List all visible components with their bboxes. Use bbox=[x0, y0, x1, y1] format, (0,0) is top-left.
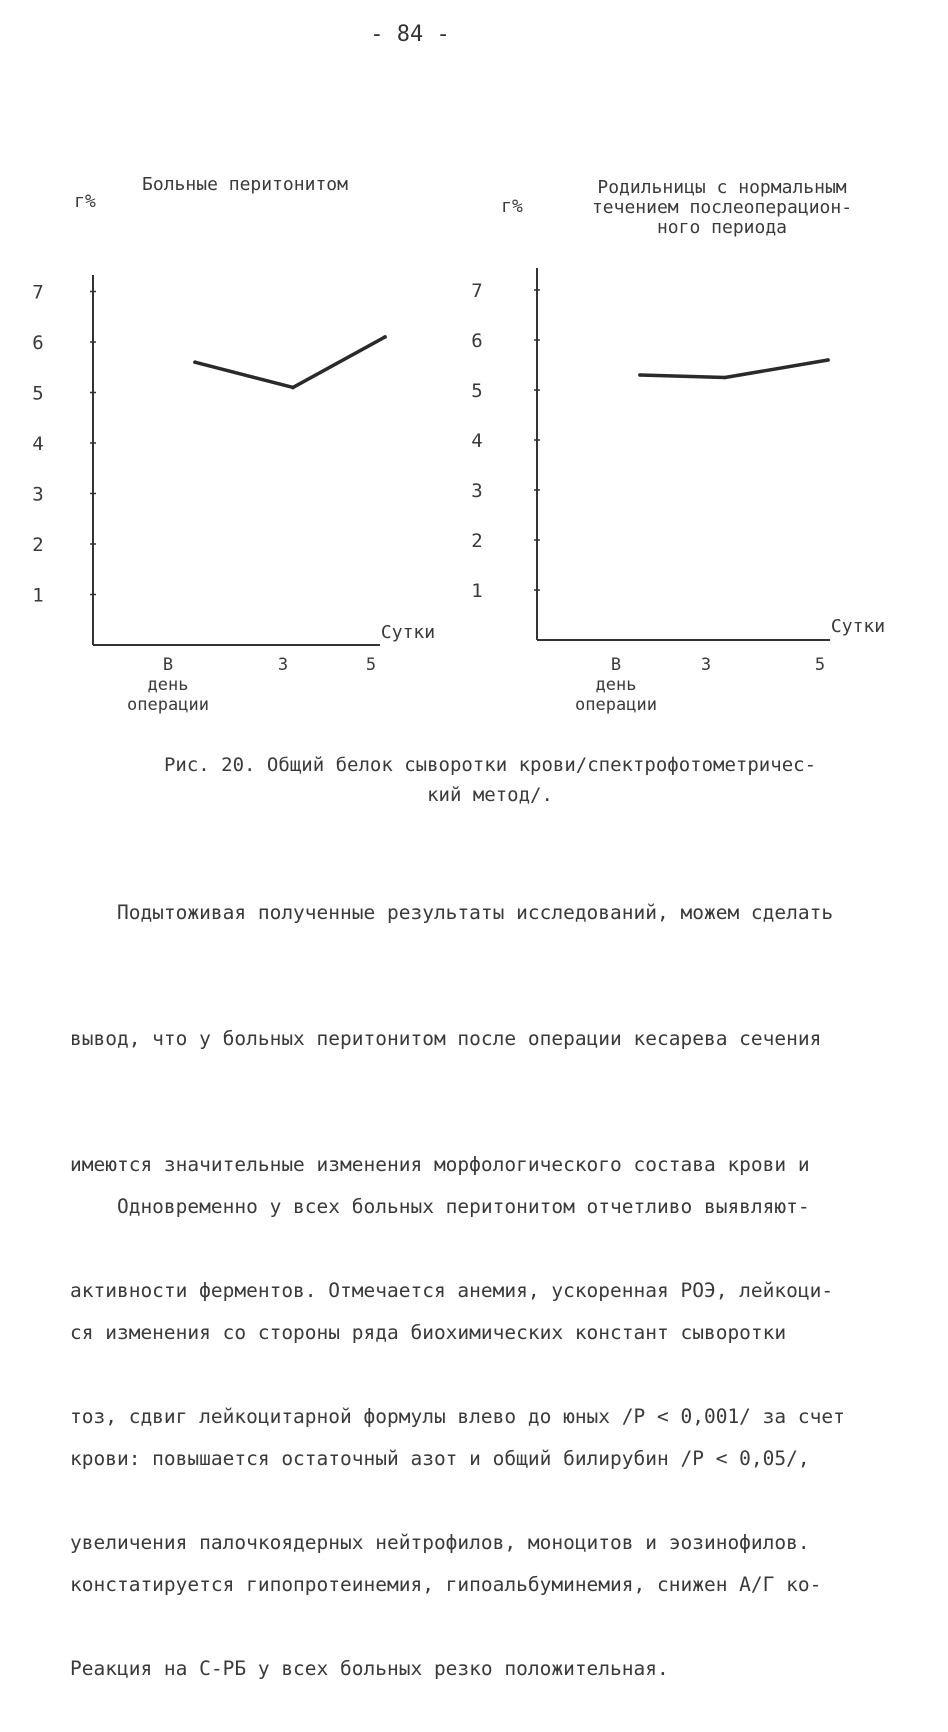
series-line bbox=[640, 360, 828, 378]
paragraph-1-line: Подытоживая полученные результаты исследований, можем сделать bbox=[70, 901, 834, 924]
x-tick-label: В bbox=[610, 655, 622, 675]
figure-caption bbox=[110, 750, 870, 810]
y-tick-label: 2 bbox=[32, 534, 44, 556]
x-tick-label: операции bbox=[127, 695, 209, 715]
paragraph-1-line: имеются значительные изменения морфологического состава крови и bbox=[70, 1153, 810, 1176]
y-tick-label: 4 bbox=[32, 433, 44, 455]
data-point bbox=[723, 376, 727, 380]
x-axis-label: Сутки bbox=[830, 616, 886, 637]
x-tick-label: 5 bbox=[365, 655, 377, 675]
paragraph-2 bbox=[70, 1102, 920, 1648]
y-axis-label: г% bbox=[74, 191, 96, 212]
paragraph-2-line: ся изменения со стороны ряда биохимических констант сыворотки bbox=[70, 1321, 787, 1344]
chart-normal-postoperative bbox=[0, 0, 948, 740]
x-tick-label: 5 bbox=[814, 655, 826, 675]
y-tick-label: 6 bbox=[471, 330, 483, 352]
x-axis-label: Сутки bbox=[380, 622, 436, 643]
x-tick-label: В bbox=[162, 655, 174, 675]
y-tick-label: 1 bbox=[471, 580, 483, 602]
y-tick-label: 7 bbox=[32, 281, 44, 304]
chart-title-line: течением послеоперацион- bbox=[591, 197, 853, 218]
paragraph-2-line: крови: повышается остаточный азот и общий билирубин /Р < 0,05/, bbox=[70, 1447, 810, 1470]
y-tick-label: 2 bbox=[471, 530, 483, 552]
paragraph-1-line: вывод, что у больных перитонитом после операции кесарева сечения bbox=[70, 1027, 822, 1050]
y-tick-label: 6 bbox=[32, 332, 44, 354]
page-number: - 84 - bbox=[370, 22, 450, 47]
paragraph-1-line: Реакция на С-РБ у всех больных резко положительная. bbox=[70, 1657, 669, 1680]
paragraph-2-line: констатируется гипопротеинемия, гипоальбуминемия, снижен А/Г ко- bbox=[70, 1573, 822, 1596]
x-tick-label: операции bbox=[575, 695, 657, 715]
x-tick-label: 3 bbox=[277, 655, 289, 675]
paragraph-2-line: Одновременно у всех больных перитонитом отчетливо выявляют- bbox=[70, 1195, 810, 1218]
caption-line-1: Рис. 20. Общий белок сыворотки крови/спектрофотометричес- bbox=[163, 754, 817, 776]
x-tick-label: день bbox=[595, 675, 637, 695]
x-tick-label: 3 bbox=[700, 655, 712, 675]
chart-title-line: ного периода bbox=[656, 217, 788, 238]
y-tick-label: 1 bbox=[32, 584, 44, 607]
x-tick-label: день bbox=[147, 675, 189, 695]
y-axis-label: г% bbox=[501, 196, 523, 217]
data-point bbox=[826, 358, 830, 362]
paragraph-1-line: активности ферментов. Отмечается анемия, ускоренная РОЭ, лейкоци- bbox=[70, 1279, 834, 1302]
chart-title: Больные перитонитом bbox=[142, 174, 348, 195]
chart-title-line: Родильницы с нормальным bbox=[597, 177, 847, 198]
y-tick-label: 3 bbox=[32, 483, 44, 506]
y-tick-label: 3 bbox=[471, 480, 483, 502]
y-tick-label: 7 bbox=[471, 280, 483, 302]
y-tick-label: 5 bbox=[471, 380, 483, 402]
y-tick-label: 5 bbox=[32, 382, 44, 405]
data-point bbox=[638, 373, 642, 377]
paragraph-1-line: тоз, сдвиг лейкоцитарной формулы влево до юных /Р < 0,001/ за счет bbox=[70, 1405, 845, 1428]
paragraph-1-line: увеличения палочкоядерных нейтрофилов, моноцитов и эозинофилов. bbox=[70, 1531, 810, 1554]
y-tick-label: 4 bbox=[471, 430, 483, 452]
caption-line-2: кий метод/. bbox=[427, 784, 553, 806]
